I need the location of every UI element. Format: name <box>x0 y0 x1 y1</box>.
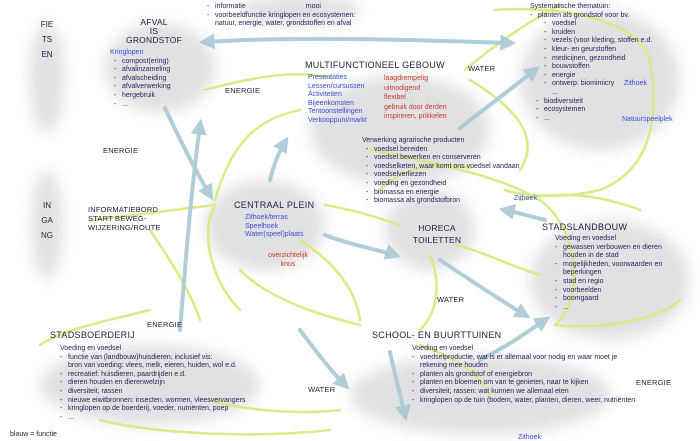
list-item: - energie <box>544 72 652 81</box>
centraal-plein-qualities <box>262 252 314 269</box>
energie-label: ENERGIE <box>103 146 139 155</box>
centraal-plein-title: CENTRAAL PLEIN <box>234 200 315 210</box>
list-item: - compost(ering) <box>114 58 198 67</box>
informatiebord-line: WIJZERING/ROUTE <box>88 223 161 232</box>
function-item: Lessen/cursussen <box>308 82 365 90</box>
list-item: - voedsel bereiden <box>366 146 520 155</box>
list-item: - medicijnen, gezondheid <box>544 55 652 64</box>
quality-item: inspireren, prikkelen <box>384 113 447 121</box>
list-item: - mogelijkheden, voorwaarden en beperkingen <box>555 261 677 278</box>
list-item: - nieuwe eiwitbronnen: insecten, wormen, vleesvervangers <box>60 397 245 406</box>
top-strip <box>207 3 355 29</box>
list-item: - biomassa als grondstofbron <box>366 197 520 206</box>
function-item: Tentoonstellingen <box>308 108 363 116</box>
function-item: Activiteiten <box>308 91 342 99</box>
list-item: - ontwerp: biomimicry <box>544 80 652 89</box>
list-item: - ... <box>114 101 198 110</box>
top-item: voorbeeldfunctie kringlopen en ecosystemen: <box>215 11 356 19</box>
energie-label: ENERGIE <box>225 86 261 95</box>
list-item: - planten en bloemen om van te genieten, naar te kijken <box>412 379 644 388</box>
horeca-line: TOILETTEN <box>412 235 462 245</box>
afval-heading: Kringlopen <box>110 49 144 56</box>
stadsboerderij-list <box>60 354 245 423</box>
list-item: - ... <box>60 414 245 423</box>
energie-label: ENERGIE <box>147 320 183 329</box>
informatiebord <box>88 205 161 232</box>
list-item: - bouwstoffen <box>544 63 652 72</box>
function-item: Zithoek/terras <box>245 214 288 221</box>
list-item: - biodiversiteit <box>536 98 652 107</box>
school-heading: Voeding en voedsel <box>412 345 474 352</box>
list-item: - planten als grondstof of energiebron <box>412 371 644 380</box>
afval-section <box>110 18 198 109</box>
thematuin-list <box>530 12 652 21</box>
verwerking-heading: Verwerking agrarische producten <box>362 137 465 144</box>
thematuin-section <box>530 3 652 123</box>
horeca-line: HORECA <box>418 223 456 233</box>
list-item: - ... <box>536 115 652 124</box>
function-item: Speelhoek <box>245 222 279 230</box>
stadsboerderij-title: STADSBOERDERIJ <box>50 330 136 340</box>
stadslandbouw-zithoek: Zithoek <box>514 195 537 202</box>
water-label: WATER <box>437 295 465 304</box>
informatiebord-line: START BEWEG- <box>88 214 147 223</box>
list-item: - afvalscheiding <box>114 75 198 84</box>
top-item: informatie <box>215 3 246 10</box>
horeca <box>408 222 466 246</box>
quality-item: uitnodigend <box>384 84 421 92</box>
list-item: - biomassa en energie <box>366 189 520 198</box>
legend: blauw = functie <box>10 431 57 438</box>
list-item-text: bron van voeding: vlees, melk, eieren, huiden, wol e.d. <box>68 362 237 370</box>
function-item: Presentaties <box>308 74 347 81</box>
list-item: - stad en regio <box>555 278 677 287</box>
verwerking-section <box>362 137 520 206</box>
list-item: - voedsel bewerken en conserveren <box>366 154 520 163</box>
list-item: - kringlopen op de tuin (bodem, water, planten, dieren, weer, nutriënten <box>412 397 644 406</box>
multifunctioneel-title: MULTIFUNCTIONEEL GEBOUW <box>305 60 445 70</box>
list-item: - voedselproductie, wat is er allemaal voor nodig en waar moet je rekening mee houden <box>412 354 644 371</box>
thematuin-more: ... <box>552 88 558 96</box>
function-item: Bijeenkomsten <box>308 99 354 107</box>
function-item: Verkooppunt/markt <box>308 116 367 124</box>
thematuin-items <box>544 20 652 89</box>
list-item: - afvalverwerking <box>114 83 198 92</box>
list-item: - functie van (landbouw)huisdieren, inclusief vis: <box>60 354 245 363</box>
list-item: - voedselverliezen <box>366 171 520 180</box>
water-label: WATER <box>468 64 496 73</box>
multifunctioneel-functions <box>308 74 367 126</box>
stadsboerderij-section <box>60 345 245 422</box>
list-item: - gewassen verbouwen en dieren houden in de stad <box>555 244 677 261</box>
natuurspeelplek: Natuurspeelplek <box>622 116 673 123</box>
school-zithoek: Zithoek <box>518 434 541 441</box>
list-item <box>60 362 245 371</box>
list-item <box>60 371 245 380</box>
school-title: SCHOOL- EN BUURTTUINEN <box>372 330 502 340</box>
list-item: - voedselketen, waar komt ons voedsel vandaan <box>366 163 520 172</box>
quality-item: flexibel <box>384 94 406 102</box>
list-item: - voorbeelden <box>555 287 677 296</box>
stadslandbouw-heading: Voeding en voedsel <box>555 235 617 242</box>
multifunctioneel-qualities <box>384 74 447 122</box>
informatiebord-line: INFORMATIEBORD <box>88 205 159 214</box>
list-item: - afvalinzameling <box>114 66 198 75</box>
list-item: - diversiteit, rassen: wat kunnen we allemaal eten <box>412 388 644 397</box>
quality-item: gebruik door derden <box>384 103 447 111</box>
list-item: - voedsel <box>544 20 652 29</box>
afval-list <box>114 58 198 110</box>
quality-item: laagdrempelig <box>384 75 428 82</box>
list-item: - ecosystemen <box>536 106 652 115</box>
afval-title-line: IS <box>149 26 159 36</box>
quality-item: knus <box>280 260 296 268</box>
list-item: - kruiden <box>544 29 652 38</box>
stadsboerderij-heading: Voeding en voedsel <box>60 345 122 352</box>
afval-title-line: AFVAL <box>140 17 168 27</box>
list-item-text: recreatief: huisdieren, paardrijden e.d. <box>68 370 186 378</box>
water-label: WATER <box>308 385 336 394</box>
stadslandbouw-section <box>555 235 677 312</box>
top-item: mooi <box>305 3 321 10</box>
function-item: Water(speel)plaats <box>245 231 304 239</box>
thematuin-heading: Systematische thematuin: <box>530 3 611 10</box>
list-item: - boomgaard <box>555 295 677 304</box>
school-section <box>412 345 644 405</box>
centraal-plein-functions <box>245 214 304 240</box>
stadslandbouw-list <box>555 244 677 313</box>
thematuin-zithoek: Zithoek <box>624 80 647 87</box>
afval-title <box>110 18 198 45</box>
list-item: - ... <box>555 304 677 313</box>
top-item: natuur, energie, water, grondstoffen en afval <box>215 20 352 28</box>
school-list <box>412 354 644 406</box>
side-label-ingang: INGANG <box>41 201 53 240</box>
afval-title-line: GRONDSTOF <box>126 35 182 45</box>
list-item: - voeding en gezondheid <box>366 180 520 189</box>
list-item: - hergebruik <box>114 92 198 101</box>
thematuin-subheading: - planten als grondstof voor bv. <box>530 12 652 21</box>
verwerking-list <box>366 146 520 206</box>
energie-label: ENERGIE <box>636 378 672 387</box>
list-item: - kringlopen op de boerderij, voeder, nutriënten, poep <box>60 405 245 414</box>
side-label-fietsen: FIETSEN <box>40 20 54 59</box>
stadslandbouw-title: STADSLANDBOUW <box>542 222 628 232</box>
list-item: - kleur- en geurstoffen <box>544 46 652 55</box>
list-item: - diversiteit, rassen <box>60 388 245 397</box>
list-item: - vezels (voor kleding, stoffen e.d. <box>544 37 652 46</box>
quality-item: overzichtelijk <box>267 252 309 259</box>
list-item: - dieren houden en dierenwelzijn <box>60 379 245 388</box>
